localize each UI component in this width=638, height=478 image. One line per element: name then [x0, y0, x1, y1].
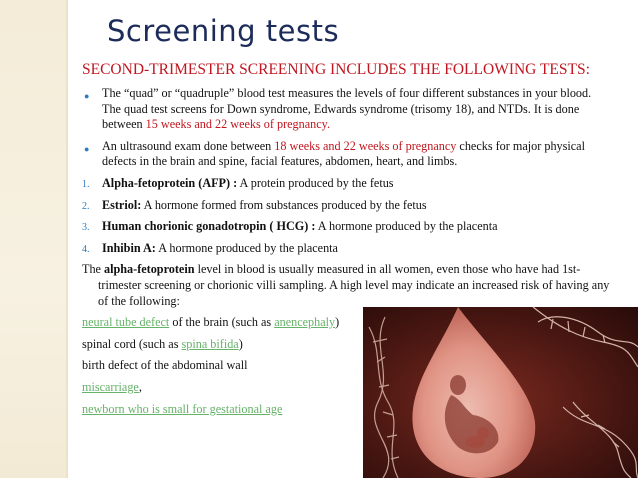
bullet-icon: ●: [84, 143, 90, 154]
slide-sidebar: [0, 0, 68, 478]
link-neural-tube-defect[interactable]: neural tube defect: [82, 315, 170, 330]
highlight-weeks: 15 weeks and 22 weeks of pregnancy.: [145, 117, 330, 132]
condition-spinal: spinal cord (such as spina bifida): [82, 336, 243, 351]
condition-ntd: neural tube defect of the brain (such as anencephaly): [82, 315, 340, 330]
pregnancy-dna-illustration: [363, 307, 638, 478]
bullet-ultrasound: ● An ultrasound exam done between 18 weeks and 22 weeks of pregnancy checks for major physical defects in the brain and spine, facial features, abdomen, heart, and limbs.: [84, 138, 585, 169]
numbered-item: 2. Estriol: A hormone formed from substances produced by the fetus: [82, 197, 427, 212]
link-newborn-small[interactable]: newborn who is small for gestational age: [82, 401, 283, 416]
numbered-item: 1. Alpha-fetoprotein (AFP) : A protein produced by the fetus: [82, 175, 394, 190]
link-anencephaly[interactable]: anencephaly: [274, 315, 336, 330]
link-spina-bifida[interactable]: spina bifida: [181, 336, 239, 351]
condition-miscarriage: miscarriage,: [82, 379, 142, 394]
highlight-weeks: 18 weeks and 22 weeks of pregnancy: [274, 138, 457, 153]
slide-subtitle: SECOND-TRIMESTER SCREENING INCLUDES THE FOLLOWING TESTS:: [82, 61, 590, 78]
afp-paragraph: The alpha-fetoprotein level in blood is usually measured in all women, even those who have had 1st-trimester screening or chorionic villi sampling. A high level may indicate an increased risk of having any of the following:: [82, 262, 610, 308]
condition-abdominal: birth defect of the abdominal wall: [82, 358, 248, 373]
numbered-item: 3. Human chorionic gonadotropin ( HCG) : A hormone produced by the placenta: [82, 219, 498, 234]
bullet-quad-test: ● The “quad” or “quadruple” blood test measures the levels of four different substances in your blood. The quad test screens for Down syndrome, Edwards syndrome (trisomy 18), and NTDs. It is done between 15 weeks and 22 weeks of pregnancy.: [84, 86, 592, 132]
link-miscarriage[interactable]: miscarriage: [82, 379, 139, 394]
bullet-icon: ●: [84, 91, 90, 101]
numbered-item: 4. Inhibin A: A hormone produced by the placenta: [82, 240, 338, 255]
slide-title: Screening tests: [107, 14, 340, 48]
